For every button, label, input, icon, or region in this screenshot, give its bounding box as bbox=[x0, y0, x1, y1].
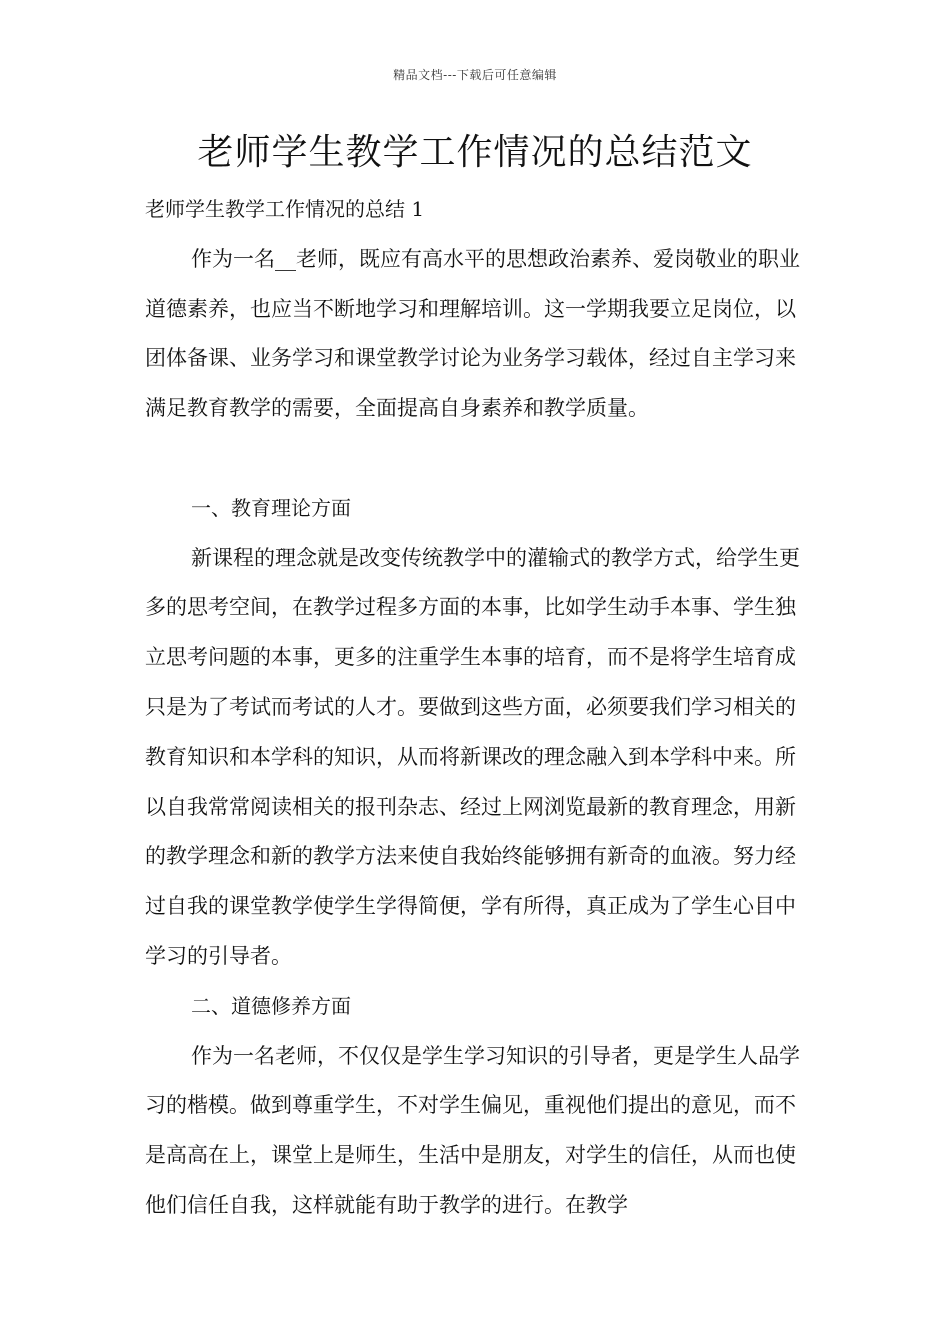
section-subtitle: 老师学生教学工作情况的总结 1 bbox=[145, 197, 425, 221]
moral-cultivation-paragraph: 作为一名老师，不仅仅是学生学习知识的引导者，更是学生人品学习的楷模。做到尊重学生，不对学生偏见，重视他们提出的意见，而不是高高在上，课堂上是师生，生活中是朋友，对学生的信任，从而也使他们信任自我，这样就能有助于教学的进行。在教学 bbox=[145, 1043, 800, 1217]
section-heading-education-theory: 一、教育理论方面 bbox=[191, 495, 351, 520]
header-note: 精品文档---下载后可任意编辑 bbox=[393, 68, 557, 82]
section-heading-moral-cultivation: 二、道德修养方面 bbox=[191, 993, 351, 1018]
document-body bbox=[145, 185, 813, 1231]
intro-paragraph: 作为一名__老师，既应有高水平的思想政治素养、爱岗敬业的职业道德素养，也应当不断地学习和理解培训。这一学期我要立足岗位，以团体备课、业务学习和课堂教学讨论为业务学习载体，经过自主学习来满足教育教学的需要，全面提高自身素养和教学质量。 bbox=[145, 246, 800, 421]
document-title: 老师学生教学工作情况的总结范文 bbox=[197, 132, 753, 173]
education-theory-paragraph: 新课程的理念就是改变传统教学中的灌输式的教学方式，给学生更多的思考空间，在教学过程多方面的本事，比如学生动手本事、学生独立思考问题的本事，更多的注重学生本事的培育，而不是将学生培育成只是为了考试而考试的人才。要做到这些方面，必须要我们学习相关的教育知识和本学科的知识，从而将新课改的理念融入到本学科中来。所以自我常常阅读相关的报刊杂志、经过上网浏览最新的教育理念，用新的教学理念和新的教学方法来使自我始终能够拥有新奇的血液。努力经过自我的课堂教学使学生学得简便，学有所得，真正成为了学生心目中学习的引导者。 bbox=[145, 545, 800, 968]
paragraph-gap bbox=[145, 434, 813, 484]
